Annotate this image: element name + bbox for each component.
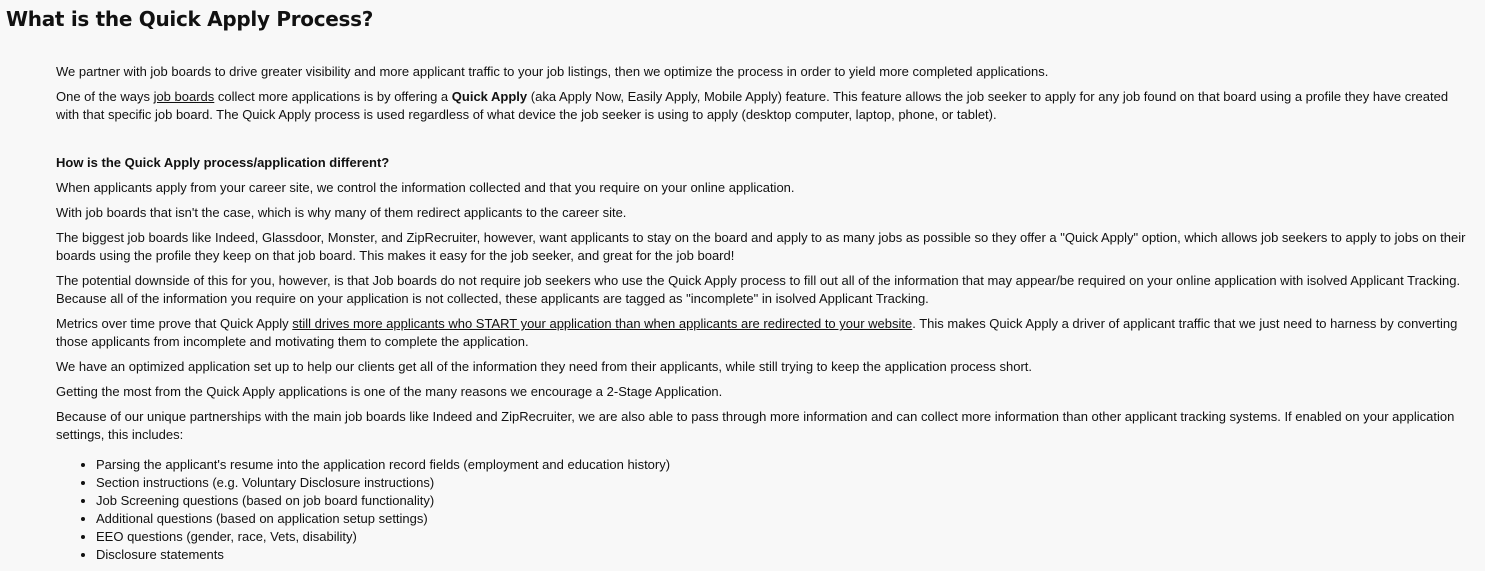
metrics-link[interactable]: still drives more applicants who START your application than when applicants are redirected to your website bbox=[292, 316, 913, 331]
section-paragraph-3: The biggest job boards like Indeed, Glassdoor, Monster, and ZipRecruiter, however, want applicants to stay on the board and apply to as many jobs as possible so they offer a "Quick Apply" option, which allows job seekers to apply to jobs on their boards using the profile they keep on that job board. This makes it easy for the job seeker, and great for the job board! bbox=[56, 230, 1466, 263]
list-item: • Disclosure statements bbox=[96, 546, 1466, 564]
metrics-text-b: . This makes Quick Apply a driver of applicant traffic that we just need to harness by converting those applicants from incomplete and motivating them to complete the application. bbox=[56, 316, 1458, 349]
quick-apply-emphasis: Quick Apply bbox=[451, 89, 528, 104]
section-paragraph-6: We have an optimized application set up to help our clients get all of the information they need from their applicants, while still trying to keep the application process short. bbox=[56, 359, 1033, 374]
section-paragraph-5 bbox=[56, 315, 1466, 351]
list-item: • EEO questions (gender, race, Vets, disability) bbox=[96, 528, 1466, 546]
list-item: • Section instructions (e.g. Voluntary Disclosure instructions) bbox=[96, 474, 1466, 492]
intro-text-c: (aka Apply Now, Easily Apply, Mobile Apply) feature. This feature allows the job seeker to apply for any job found on that board using a profile they have created with that specific job board. The Quick Apply process is used regardless of what device the job seeker is using to apply (desktop computer, laptop, phone, or tablet). bbox=[56, 89, 1449, 122]
section-paragraph-8: Because of our unique partnerships with the main job boards like Indeed and ZipRecruiter, we are also able to pass through more information and can collect more information than other applicant tracking systems. If enabled on your application settings, this includes: bbox=[56, 409, 1455, 442]
section-heading: How is the Quick Apply process/application different? bbox=[56, 155, 390, 170]
section-spacer bbox=[56, 131, 1466, 154]
section-paragraph-4: The potential downside of this for you, however, is that Job boards do not require job seekers who use the Quick Apply process to fill out all of the information that may appear/be required on your online application with isolved Applicant Tracking. Because all of the information you require on your application is not collected, these applicants are tagged as "incomplete" in isolved Applicant Tracking. bbox=[56, 273, 1461, 306]
section-paragraph-2: With job boards that isn't the case, which is why many of them redirect applicants to the career site. bbox=[56, 205, 627, 220]
list-item: • Parsing the applicant's resume into the application record fields (employment and education history) bbox=[96, 456, 1466, 474]
intro-paragraph-2 bbox=[56, 88, 1466, 124]
metrics-text-a: Metrics over time prove that Quick Apply bbox=[56, 316, 293, 331]
included-items-list bbox=[56, 456, 1466, 564]
list-item: • Additional questions (based on application setup settings) bbox=[96, 510, 1466, 528]
article-body bbox=[56, 63, 1466, 564]
page-title: What is the Quick Apply Process? bbox=[6, 7, 374, 31]
section-paragraph-1: When applicants apply from your career site, we control the information collected and that you require on your online application. bbox=[56, 180, 795, 195]
list-item: • Job Screening questions (based on job board functionality) bbox=[96, 492, 1466, 510]
section-paragraph-7: Getting the most from the Quick Apply applications is one of the many reasons we encourage a 2-Stage Application. bbox=[56, 384, 723, 399]
intro-text-b: collect more applications is by offering a bbox=[214, 89, 452, 104]
intro-paragraph-1: We partner with job boards to drive greater visibility and more applicant traffic to your job listings, then we optimize the process in order to yield more completed applications. bbox=[56, 64, 1049, 79]
intro-text-a: One of the ways bbox=[56, 89, 154, 104]
job-boards-link[interactable]: job boards bbox=[153, 89, 215, 104]
